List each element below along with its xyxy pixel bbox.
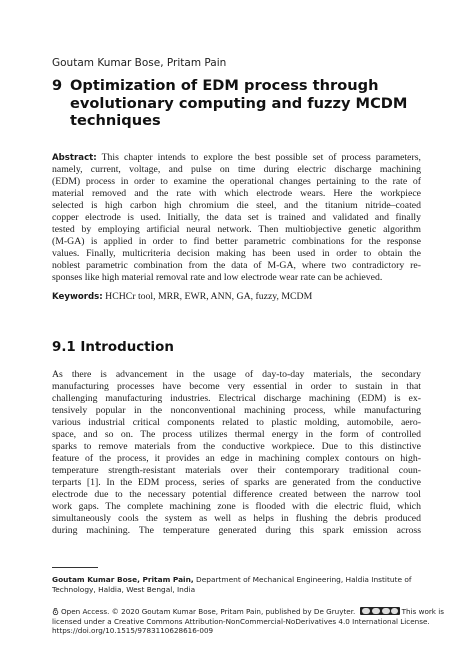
keywords bbox=[52, 291, 312, 302]
body-line: space, and so on. The process utilizes thermal energy in the form of controlled bbox=[52, 429, 421, 440]
open-access-lock-icon bbox=[52, 608, 59, 615]
chapter-title-line: evolutionary computing and fuzzy MCDM bbox=[70, 94, 408, 112]
footnote-names: Goutam Kumar Bose, Pritam Pain, bbox=[52, 575, 194, 584]
body-line: manufacturing processes have become very essential in order to sustain in that bbox=[52, 381, 421, 392]
license-text: licensed under a Creative Commons Attribution-NonCommercial-NoDerivatives 4.0 International License. bbox=[52, 616, 430, 626]
abstract-line: values. Finally, multicriteria decision making has been used in order to obtain the bbox=[52, 248, 421, 259]
keywords-label: Keywords: bbox=[52, 292, 103, 302]
abstract-line: This chapter intends to explore the best possible set of process parameters, bbox=[96, 152, 421, 163]
body-line: As there is advancement in the usage of day-to-day materials, the secondary bbox=[52, 369, 421, 380]
chapter-title-line: Optimization of EDM process through bbox=[70, 77, 379, 94]
abstract-line: sponses like high material removal rate and low electrode wear rate can be achieved. bbox=[52, 272, 383, 283]
abstract-line: namely, current, voltage, and pulse on time during electric discharge machining bbox=[52, 164, 421, 175]
body-line: work gaps. The complete machining zone is flooded with die electric fluid, which bbox=[52, 501, 421, 512]
body-line: during machining. The temperature generated during this spark emission across bbox=[52, 525, 421, 536]
doi-link[interactable]: https://doi.org/10.1515/9783110628616-009 bbox=[52, 626, 214, 635]
abstract-line: tested by employing artificial neural network. Then multiobjective genetic algorithm bbox=[52, 224, 421, 235]
chapter-number: 9 bbox=[52, 77, 63, 94]
chapter-authors: Goutam Kumar Bose, Pritam Pain bbox=[52, 57, 227, 69]
body-line: temperature strength-resistant materials over their contemporary traditional coun- bbox=[52, 465, 421, 476]
abstract-line: material removed and the rate with which electrode wears. Here the workpiece bbox=[52, 188, 421, 199]
chapter-title bbox=[52, 77, 432, 129]
open-access-notice bbox=[52, 607, 445, 636]
body-line: various industrial critical components related to plastic molding, automobile, aero- bbox=[52, 417, 421, 428]
open-access-text: Open Access. © 2020 Goutam Kumar Bose, Pritam Pain, published by De Gruyter. bbox=[61, 607, 356, 616]
body-line: simultaneously cools the system as well as helps in flushing the debris produced bbox=[52, 513, 421, 524]
section-body bbox=[52, 369, 421, 537]
keywords-text: HCHCr tool, MRR, EWR, ANN, GA, fuzzy, MCDM bbox=[102, 291, 313, 302]
section-heading: 9.1 Introduction bbox=[52, 340, 174, 355]
body-line: feature of the process, it provides an edge in machining complex contours on high- bbox=[52, 453, 421, 464]
chapter-title-line: techniques bbox=[70, 112, 161, 129]
footnote-affiliation: Technology, Haldia, West Bengal, India bbox=[52, 585, 196, 594]
body-line: sparks to remove materials from the conductive workpiece. Due to this distinctive bbox=[52, 441, 421, 452]
body-line: terparts [1]. In the EDM process, series of sparks are generated from the conductive bbox=[52, 477, 421, 488]
abstract-line: (EDM) process in order to examine the operational changes pertaining to the rate of bbox=[52, 176, 421, 187]
abstract-label: Abstract: bbox=[52, 153, 97, 163]
abstract-line: selected is high carbon high chromium die steel, and the titanium nitride–coated bbox=[52, 200, 421, 211]
footnote-affiliation: Department of Mechanical Engineering, Haldia Institute of bbox=[193, 575, 412, 584]
abstract-line: (M-GA) is applied in order to find better parametric combinations for the response bbox=[52, 236, 421, 247]
footnote-divider bbox=[52, 567, 98, 568]
abstract bbox=[52, 152, 421, 284]
body-line: tensively popular in the nonconventional machining process, while manufacturing bbox=[52, 405, 421, 416]
open-access-text: This work is bbox=[401, 607, 445, 616]
body-line: electrode due to the necessary potential difference created between the narrow tool bbox=[52, 489, 421, 500]
cc-by-nc-nd-badge[interactable] bbox=[360, 607, 400, 615]
abstract-line: copper electrode is used. Initially, the data set is trained and validated and finally bbox=[52, 212, 421, 223]
body-line: challenging manufacturing industries. Electrical discharge machining (EDM) is ex- bbox=[52, 393, 421, 404]
author-footnote bbox=[52, 575, 421, 595]
abstract-line: noblest parametric combination from the data of M-GA, where two contradictory re- bbox=[52, 260, 421, 271]
